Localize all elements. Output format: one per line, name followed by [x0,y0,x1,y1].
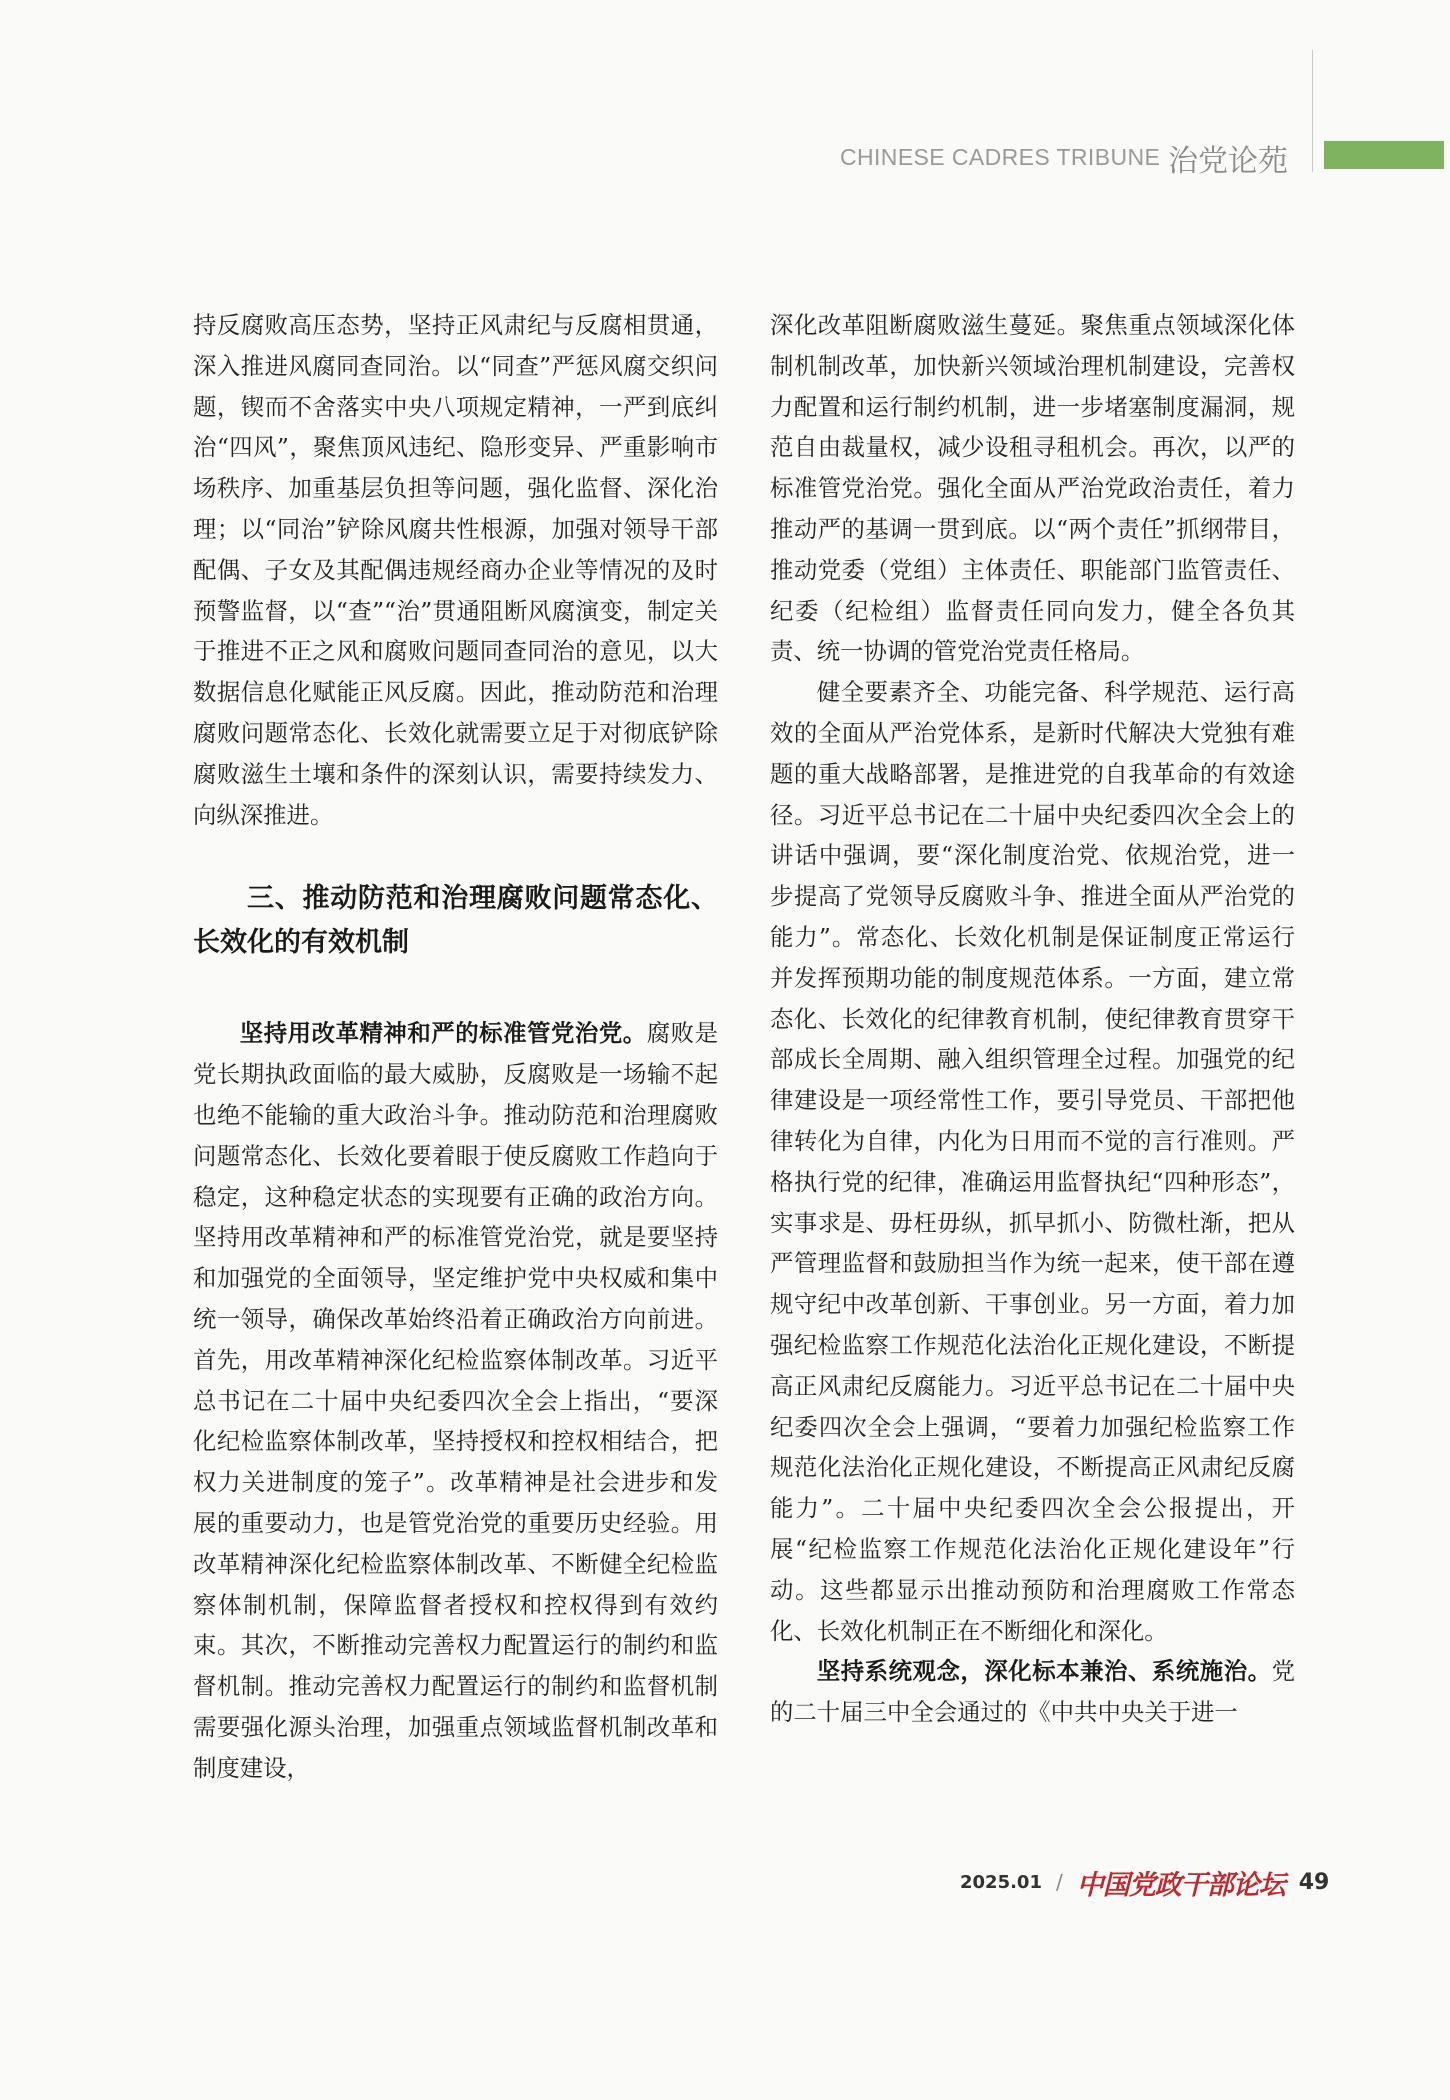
paragraph-lead: 坚持用改革精神和严的标准管党治党。 [239,1019,647,1048]
paragraph: 健全要素齐全、功能完备、科学规范、运行高效的全面从严治党体系，是新时代解决大党独有难题的重大战略部署，是推进党的自我革命的有效途径。习近平总书记在二十届中央纪委四次全会上的讲话中强调，要“深化制度治党、依规治党，进一步提高了党领导反腐败斗争、推进全面从严治党的能力”。常态化、长效化机制是保证制度正常运行并发挥预期功能的制度规范体系。一方面，建立常态化、长效化的纪律教育机制，使纪律教育贯穿干部成长全周期、融入组织管理全过程。加强党的纪律建设是一项经常性工作，要引导党员、干部把他律转化为自律，内化为日用而不觉的言行准则。严格执行党的纪律，准确运用监督执纪“四种形态”，实事求是、毋枉毋纵，抓早抓小、防微杜渐，把从严管理监督和鼓励担当作为统一起来，使干部在遵规守纪中改革创新、干事创业。另一方面，着力加强纪检监察工作规范化法治化正规化建设，不断提高正风肃纪反腐能力。习近平总书记在二十届中央纪委四次全会上强调，“要着力加强纪检监察工作规范化法治化正规化建设，不断提高正风肃纪反腐能力”。二十届中央纪委四次全会公报提出，开展“纪检监察工作规范化法治化正规化建设年”行动。这些都显示出推动预防和治理腐败工作常态化、长效化机制正在不断细化和深化。 [770,678,1295,1645]
journal-logo: 中国党政干部论坛 [1076,1869,1285,1901]
paragraph-lead: 坚持系统观念，深化标本兼治、系统施治。 [816,1657,1272,1686]
header-accent-bar [1324,141,1444,169]
page-footer [960,1864,1330,1901]
paragraph [193,1013,718,1788]
section-name: 治党论苑 [1168,144,1288,179]
right-column [770,305,1295,1733]
journal-name-en: CHINESE CADRES TRIBUNE [840,144,1161,170]
paragraph: 持反腐败高压态势，坚持正风肃纪与反腐相贯通，深入推进风腐同查同治。以“同查”严惩风腐交织问题，锲而不舍落实中央八项规定精神，一严到底纠治“四风”，聚焦顶风违纪、隐形变异、严重影响市场秩序、加重基层负担等问题，强化监督、深化治理；以“同治”铲除风腐共性根源，加强对领导干部配偶、子女及其配偶违规经商办企业等情况的及时预警监督，以“查”“治”贯通阻断风腐演变，制定关于推进不正之风和腐败问题同查同治的意见，以大数据信息化赋能正风反腐。因此，推动防范和治理腐败问题常态化、长效化就需要立足于对彻底铲除腐败滋生土壤和条件的深刻认识，需要持续发力、向纵深推进。 [193,311,718,829]
section-heading: 三、推动防范和治理腐败问题常态化、长效化的有效机制 [193,883,718,959]
paragraph-body: 腐败是党长期执政面临的最大威胁，反腐败是一场输不起也绝不能输的重大政治斗争。推动防范和治理腐败问题常态化、长效化要着眼于使反腐败工作趋向于稳定，这种稳定状态的实现要有正确的政治方向。坚持用改革精神和严的标准管党治党，就是要坚持和加强党的全面领导，坚定维护党中央权威和集中统一领导，确保改革始终沿着正确政治方向前进。首先，用改革精神深化纪检监察体制改革。习近平总书记在二十届中央纪委四次全会上指出，“要深化纪检监察体制改革，坚持授权和控权相结合，把权力关进制度的笼子”。改革精神是社会进步和发展的重要动力，也是管党治党的重要历史经验。用改革精神深化纪检监察体制改革、不断健全纪检监察体制机制，保障监督者授权和控权得到有效约束。其次，不断推动完善权力配置运行的制约和监督机制。推动完善权力配置运行的制约和监督机制需要强化源头治理，加强重点领域监督机制改革和制度建设， [193,1019,718,1782]
header-divider-line [1312,50,1313,172]
paragraph: 深化改革阻断腐败滋生蔓延。聚焦重点领域深化体制机制改革，加快新兴领域治理机制建设，完善权力配置和运行制约机制，进一步堵塞制度漏洞，规范自由裁量权，减少设租寻租机会。再次，以严的标准管党治党。强化全面从严治党政治责任，着力推动严的基调一贯到底。以“两个责任”抓纲带目，推动党委（党组）主体责任、职能部门监管责任、纪委（纪检组）监督责任同向发力，健全各负其责、统一协调的管党治党责任格局。 [770,311,1295,666]
issue-date: 2025.01 [960,1871,1042,1893]
footer-separator: / [1055,1870,1063,1894]
paragraph [770,1651,1295,1733]
page-number: 49 [1298,1869,1330,1895]
paragraph-body: 党的二十届三中全会通过的《中共中央关于进一 [770,1657,1295,1727]
left-column [193,305,718,1789]
